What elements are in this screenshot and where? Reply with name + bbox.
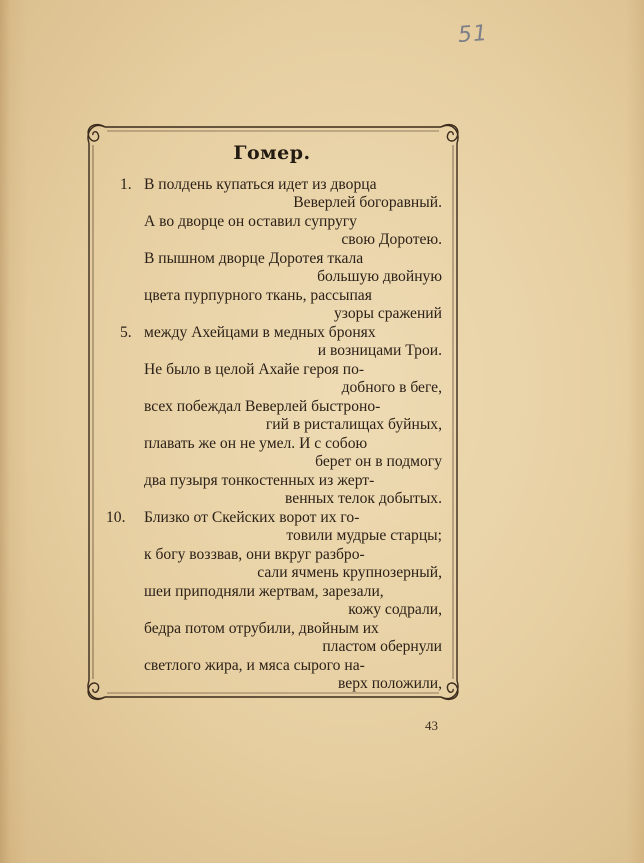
poem-line: Веверлей богоравный. [293,194,442,211]
poem-line: А во дворце он оставил супругу [144,213,357,230]
poem-line: гий в ристалищах буйных, [265,416,442,433]
line-number: 1. [120,176,132,193]
poem-line: свою Доротею. [341,231,442,248]
poem-line: светлого жира, и мяса сырого на- [144,657,365,674]
poem-line: к богу воззвав, они вкруг разбро- [144,546,365,563]
poem-line: кожу содрали, [348,601,442,618]
page-number: 43 [425,718,438,733]
poem-line: добного в беге, [341,379,442,396]
poem-line: товили мудрые старцы; [286,527,442,544]
poem-line: всех побеждал Веверлей быстроно- [144,398,381,415]
poem-line: венных телок добытых. [285,490,442,507]
poem-line: пластом обернули [322,638,442,655]
poem-line: верх положили, [338,675,442,692]
poem-line: В пышном дворце Доротея ткала [144,250,364,267]
poem-line: между Ахейцами в медных бронях [144,324,376,341]
poem-line: большую двойную [317,268,442,285]
poem-line: сали ячмень крупнозерный, [257,564,442,581]
poem-line: В полдень купаться идет из дворца [144,176,377,193]
poem-line: Близко от Скейских ворот их го- [144,509,360,526]
handwritten-folio-number: 51 [457,20,489,49]
poem-line: берет он в подмогу [315,453,442,470]
poem-line: Не было в целой Ахайе героя по- [144,361,365,378]
line-number: 5. [120,324,132,341]
line-number: 10. [106,509,126,526]
poem-title: Гомер. [233,142,311,164]
poem-line: узоры сражений [334,305,442,322]
poem-line: цвета пурпурного ткань, рассыпая [144,287,372,304]
poem-line: шеи приподняли жертвам, зарезали, [144,583,384,600]
poem-line: бедра потом отрубили, двойным их [144,620,379,637]
poem-line: плавать же он не умел. И с собою [144,435,368,452]
poem-line: и возницами Трои. [317,342,442,359]
poem-line: два пузыря тонкостенных из жерт- [144,472,375,489]
